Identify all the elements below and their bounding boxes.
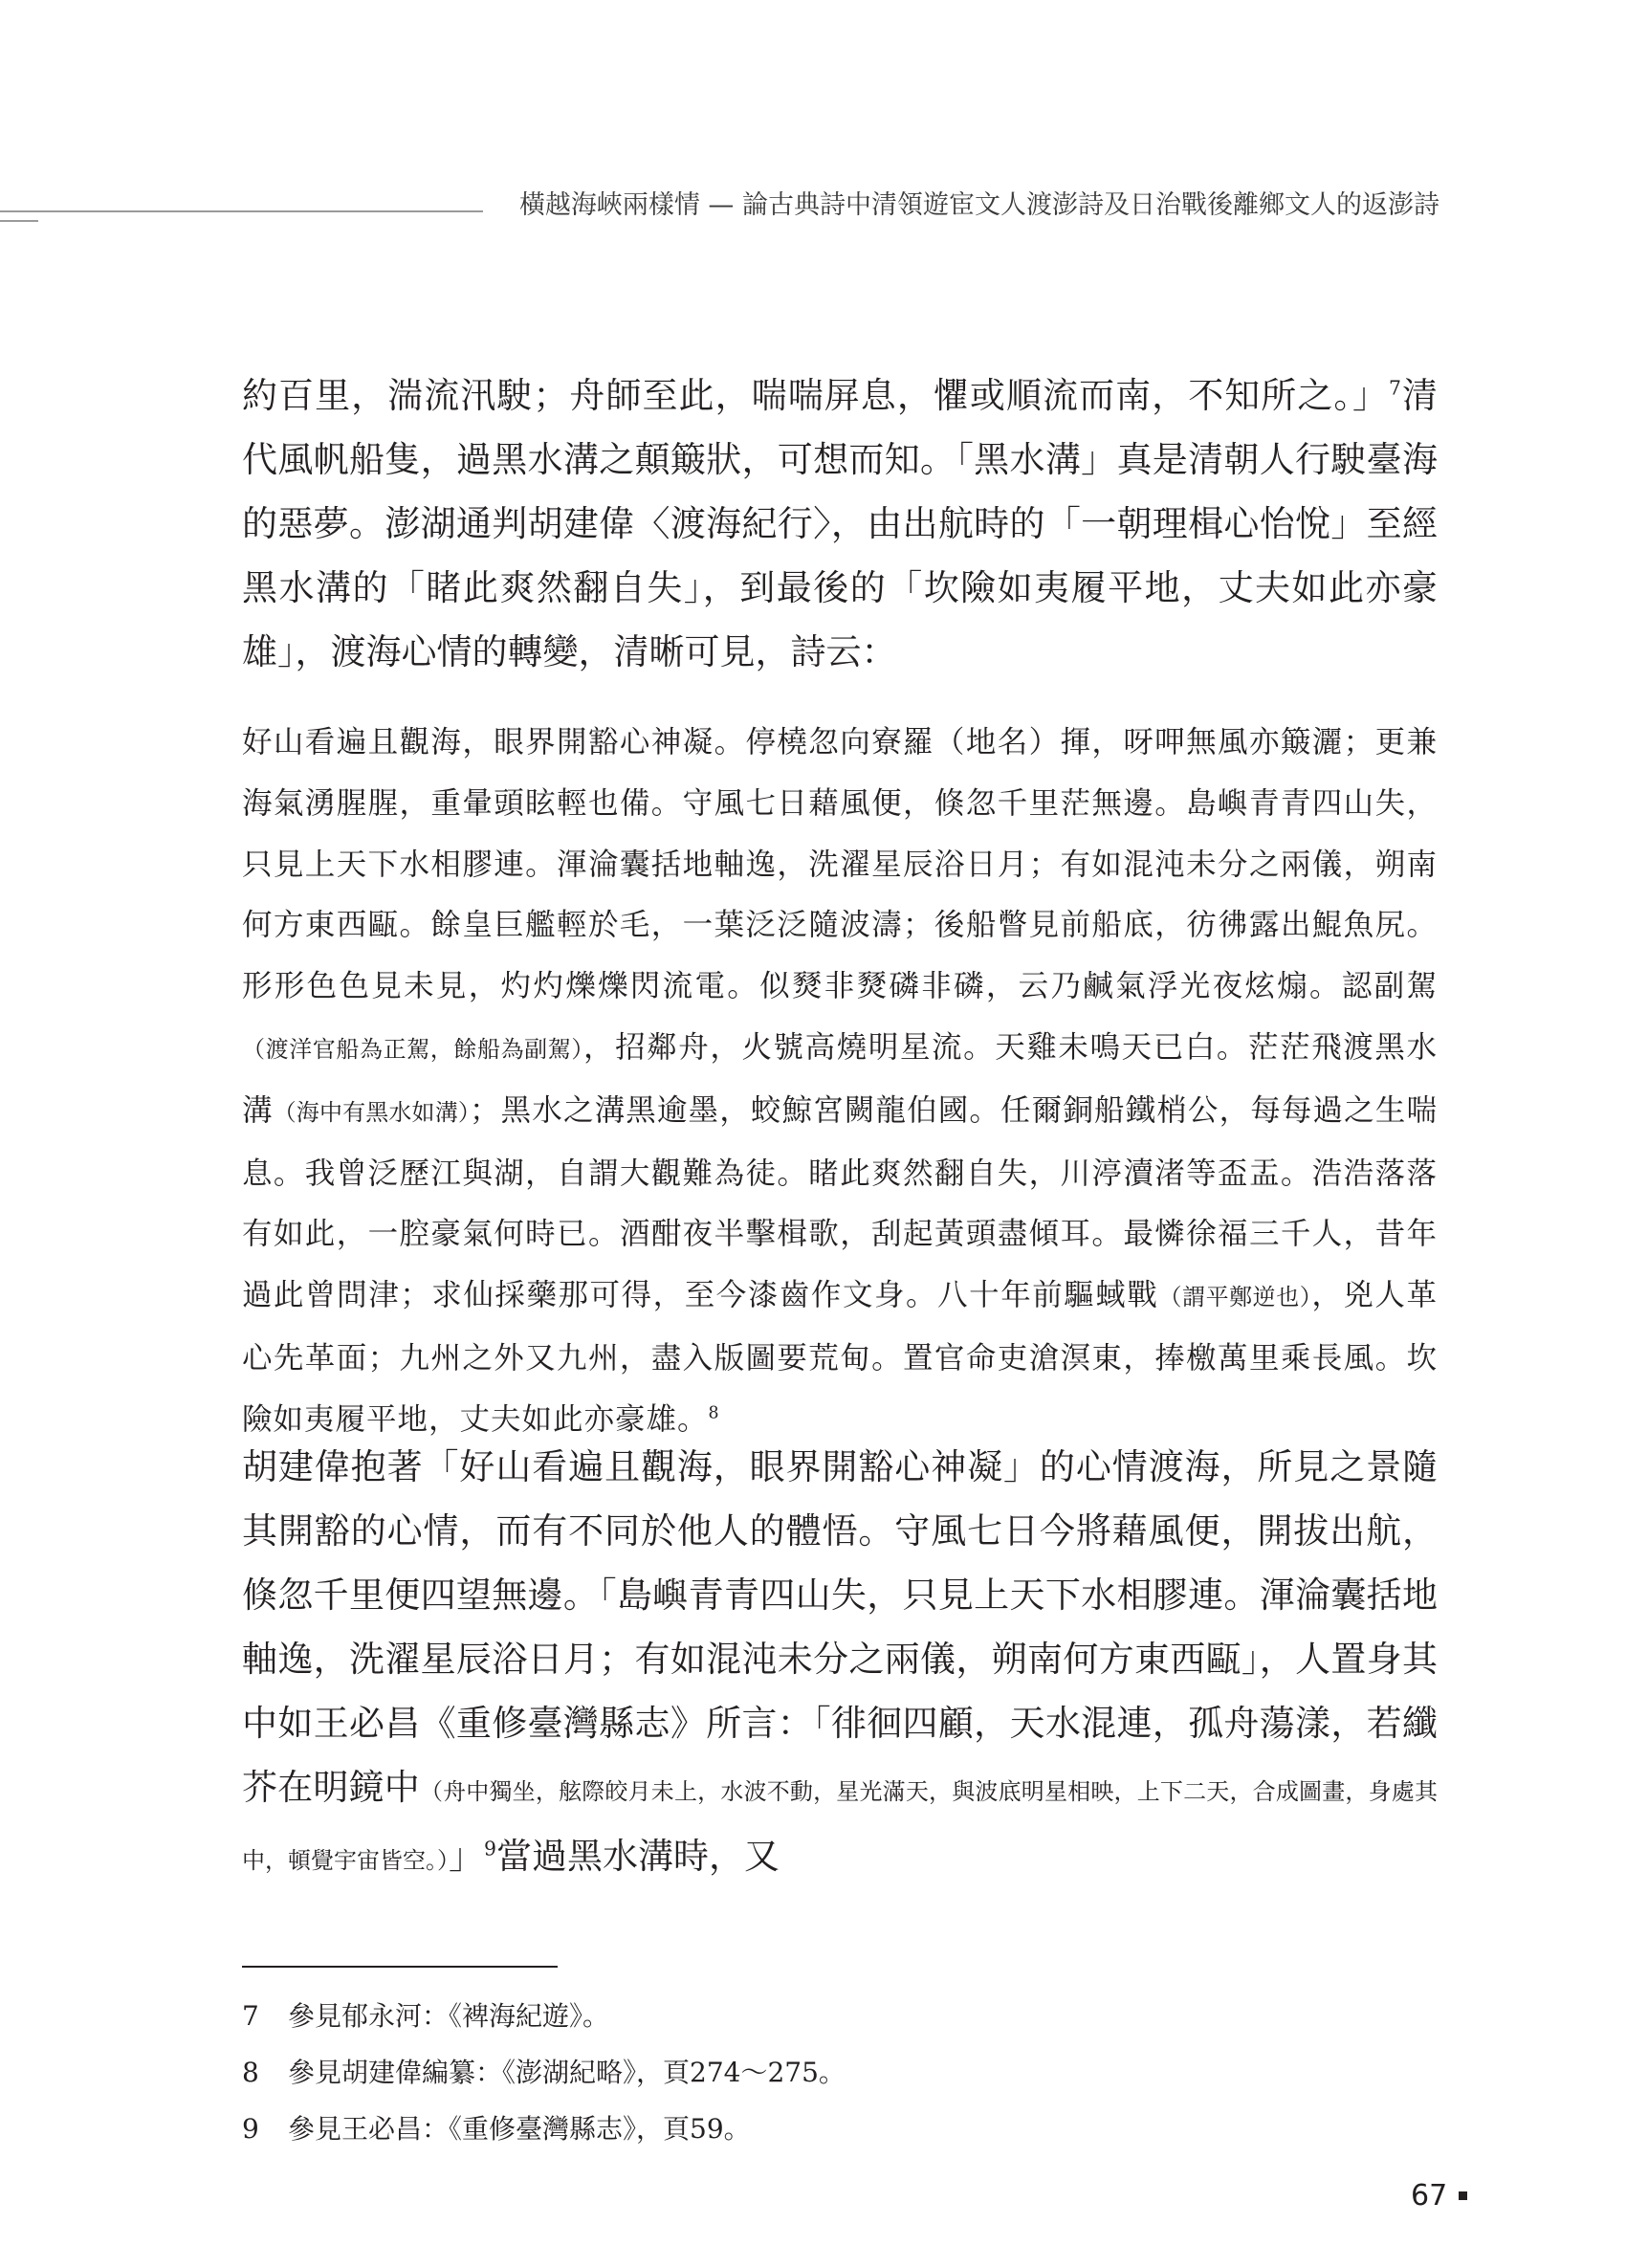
- footnote-item: [242, 2101, 1390, 2157]
- para3-text-b: 」: [449, 1836, 484, 1877]
- poem-quotation: [242, 713, 1438, 1451]
- header-rule-accent: [0, 220, 38, 222]
- footnote-rule: [242, 1966, 558, 1968]
- page-number-square-icon: [1459, 2191, 1467, 2200]
- footnote-text: 參見王必昌：《重修臺灣縣志》，頁59。: [288, 2113, 751, 2145]
- footnote-ref-7[interactable]: 7: [1389, 376, 1401, 400]
- page-number: 67: [1411, 2179, 1448, 2213]
- quote-annotation-3: （謂平鄭逆也）: [1158, 1284, 1312, 1311]
- footnote-text: 參見胡建偉編纂：《澎湖紀略》，頁274～275。: [288, 2057, 846, 2088]
- quote-text-4: ，兇人革心先革面；九州之外又九州，盡入版圖要荒甸。置官命吏滄溟東，捧檄萬里乘長風。坎險如夷履平地，丈夫如此亦豪雄。: [242, 1278, 1438, 1437]
- footnote-number: 9: [242, 2113, 259, 2145]
- quote-annotation-1: （渡洋官船為正駕，餘船為副駕）: [242, 1035, 583, 1063]
- para3-text-a: 胡建偉抱著「好山看遍且觀海，眼界開豁心神凝」的心情渡海，所見之景隨其開豁的心情，而有不同於他人的體悟。守風七日今將藉風便，開拔出航，倏忽千里便四望無邊。「島嶼青青四山失，只見上天下水相膠連。渾淪囊括地軸逸，洗濯星辰浴日月；有如混沌未分之兩儀，朔南何方東西甌」，人置身其中如王必昌《重修臺灣縣志》所言：「徘徊四顧，天水混連，孤舟蕩漾，若纖芥在明鏡中: [242, 1446, 1438, 1808]
- footnote-ref-8[interactable]: 8: [708, 1403, 720, 1423]
- para1-text-b: 清代風帆船隻，過黑水溝之顛簸狀，可想而知。「黑水溝」真是清朝人行駛臺海的惡夢。澎湖通判胡建偉〈渡海紀行〉，由出航時的「一朝理楫心怡悅」至經黑水溝的「睹此爽然翻自失」，到最後的「坎險如夷履平地，丈夫如此亦豪雄」，渡海心情的轉變，清晰可見，詩云：: [242, 375, 1438, 672]
- footnote-text: 參見郁永河：《裨海紀遊》。: [288, 2000, 610, 2032]
- footnote-item: [242, 2044, 1390, 2101]
- footnote-item: [242, 1988, 1390, 2044]
- footnote-number: 7: [242, 2000, 259, 2032]
- footnote-list: [242, 1988, 1390, 2157]
- para1-text-a: 約百里，湍流汛駛；舟師至此，喘喘屏息，懼或順流而南，不知所之。」: [242, 375, 1389, 416]
- quote-text-3: ；黑水之溝黑逾墨，蛟鯨宮闕龍伯國。任爾銅船鐵梢公，每每過之生喘息。我曾泛歷江與湖，自謂大觀難為徒。睹此爽然翻自失，川渟瀆渚等盃盂。浩浩落落有如此，一腔豪氣何時已。酒酣夜半擊楫歌，刮起黃頭盡傾耳。最憐徐福三千人，昔年過此曾問津；求仙採藥那可得，至今漆齒作文身。八十年前驅蜮戰: [242, 1092, 1438, 1313]
- running-header: 橫越海峽兩樣情 — 論古典詩中清領遊宦文人渡澎詩及日治戰後離鄉文人的返澎詩: [518, 190, 1439, 220]
- header-rule: [0, 210, 483, 212]
- para3-annotation: （舟中獨坐，舷際皎月未上，水波不動，星光滿天，與波底明星相映，上下二天，合成圖畫，身處其中，頓覺宇宙皆空。）: [242, 1778, 1438, 1874]
- body-paragraph-1: [242, 363, 1438, 684]
- footnote-number: 8: [242, 2057, 259, 2088]
- body-paragraph-2: [242, 1435, 1438, 1893]
- quote-text-2: ，招鄰舟，火號高燒明星流。天雞未鳴天已白。茫茫飛渡黑水溝: [242, 1029, 1438, 1128]
- quote-text-1: 好山看遍且觀海，眼界開豁心神凝。停橈忽向寮羅（地名）揮，呀呷無風亦簸灑；更兼海氣湧腥腥，重暈頭眩輕也備。守風七日藉風便，倏忽千里茫無邊。島嶼青青四山失，只見上天下水相膠連。渾淪囊括地軸逸，洗濯星辰浴日月；有如混沌未分之兩儀，朔南何方東西甌。餘皇巨艦輕於毛，一葉泛泛隨波濤；後船瞥見前船底，彷彿露出鯤魚尻。形形色色見未見，灼灼爍爍閃流電。似燹非燹磷非磷，云乃鹹氣浮光夜炫煽。認副駕: [242, 725, 1438, 1004]
- quote-annotation-2: （海中有黑水如溝）: [273, 1098, 470, 1126]
- para3-text-c: 當過黑水溝時，又: [495, 1836, 780, 1877]
- footnote-ref-9[interactable]: 9: [484, 1837, 496, 1861]
